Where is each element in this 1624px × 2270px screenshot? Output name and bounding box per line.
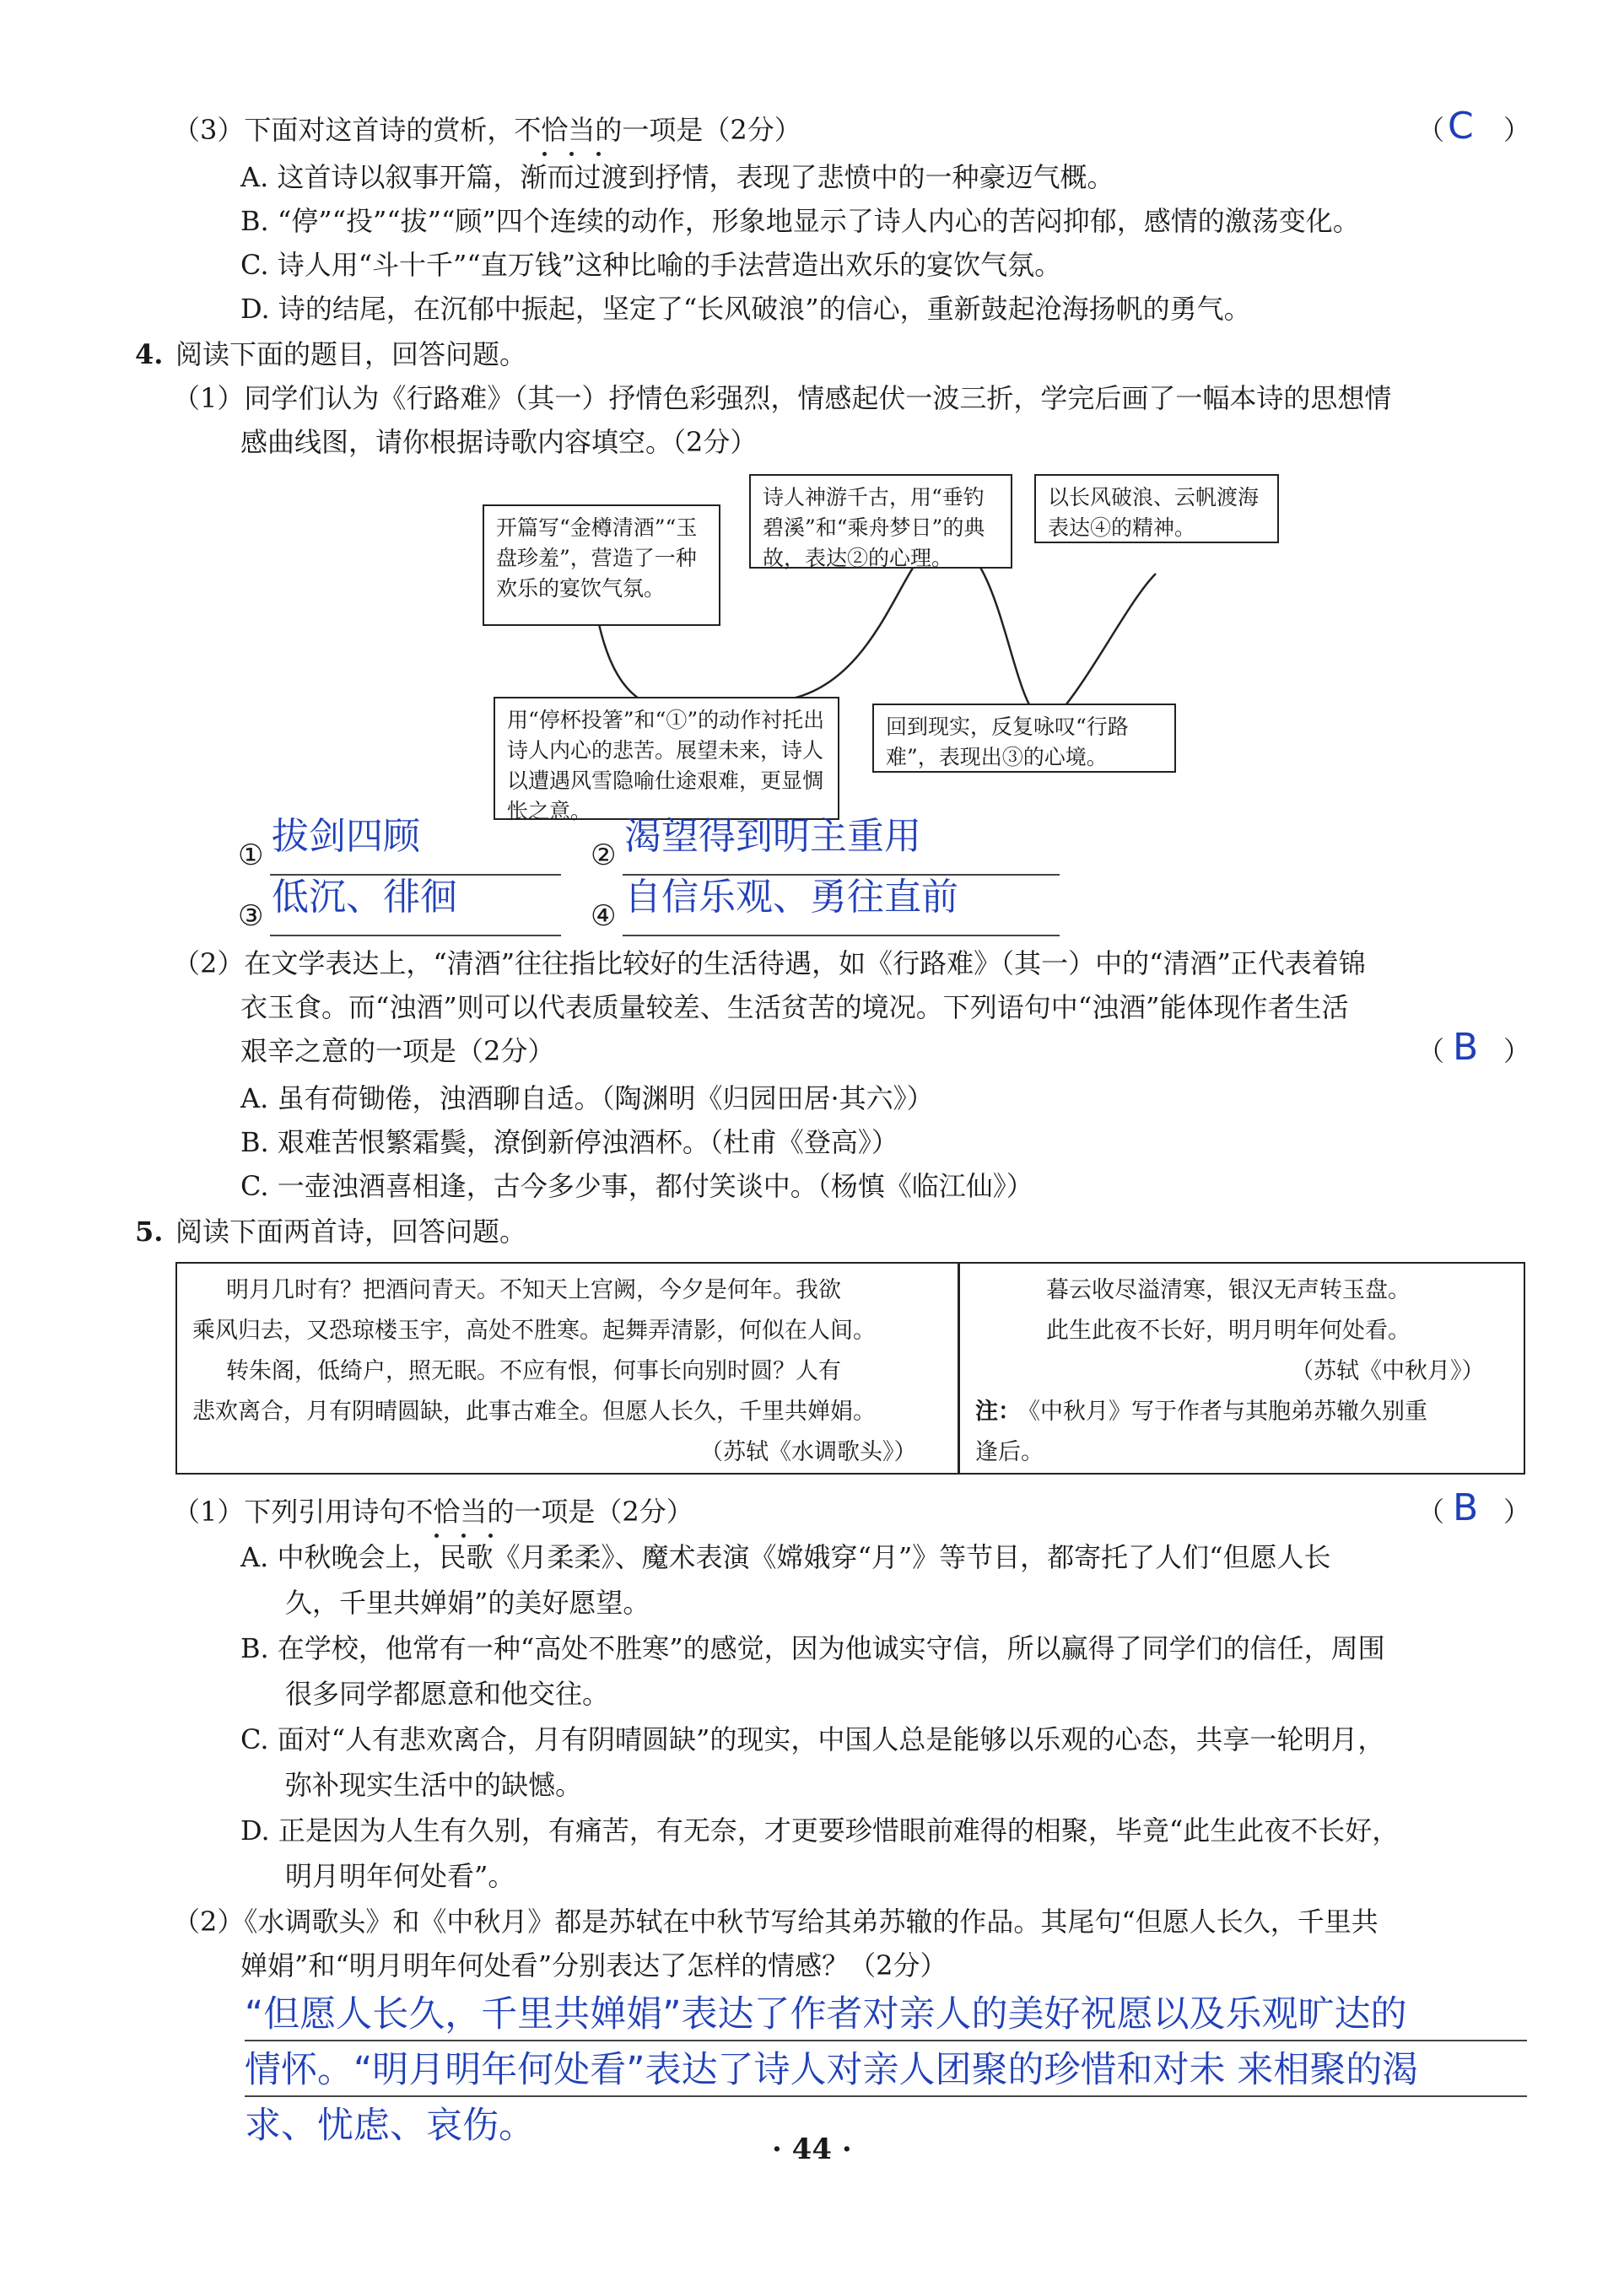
- blank-marker-1: ①: [238, 838, 264, 872]
- diagram-box-spirit: 以长风破浪、云帆渡海表达④的精神。: [1034, 474, 1279, 543]
- q5-part1-stem: （1）下列引用诗句不恰当的一项是（2分）: [173, 1496, 693, 1528]
- emphasis-dot: [542, 152, 547, 156]
- blank-marker-2: ②: [591, 838, 617, 872]
- q4-part2-line1: （2）在文学表达上，“清酒”往往指比较好的生活待遇，如《行路难》（其一）中的“清酒”正代表着锦: [173, 947, 1366, 979]
- blank-answer-4: 自信乐观、勇往直前: [624, 876, 958, 919]
- answer-bracket-left: （: [1417, 114, 1445, 146]
- q4-part2-option-c: C. 一壶浊酒喜相逢，古今多少事，都付笑谈中。（杨慎《临江仙》）: [240, 1170, 1033, 1202]
- q3-option-c: C. 诗人用“斗十千”“直万钱”这种比喻的手法营造出欢乐的宴饮气氛。: [240, 249, 1062, 281]
- poem-left-line3: 转朱阁，低绮户，照无眠。不应有恨，何事长向别时圆？人有: [226, 1358, 841, 1384]
- q4-part2-option-a: A. 虽有荷锄倦，浊酒聊自适。（陶渊明《归园田居·其六》）: [240, 1082, 934, 1114]
- poem-note-line2: 逢后。: [975, 1439, 1044, 1465]
- answer-bracket-right: ）: [1503, 114, 1531, 146]
- q5-part2-line1: （2）《水调歌头》和《中秋月》都是苏轼在中秋节写给其弟苏辙的作品。其尾句“但愿人长久，千里共: [173, 1906, 1379, 1938]
- q5-option-c-line2: 弥补现实生活中的缺憾。: [285, 1769, 583, 1801]
- q4-title: 阅读下面的题目，回答问题。: [175, 338, 527, 370]
- answer-bracket-left: （: [1417, 1496, 1445, 1528]
- q5-option-c-line1: C. 面对“人有悲欢离合，月有阴晴圆缺”的现实，中国人总是能够以乐观的心态，共享一轮明月，: [240, 1723, 1385, 1755]
- blank-underline-4: [623, 935, 1060, 936]
- poem-right-line1: 暮云收尽溢清寒，银汉无声转玉盘。: [1046, 1277, 1411, 1303]
- emphasis-dot: [461, 1534, 466, 1538]
- q3-option-b: B. “停”“投”“拔”“顾”四个连续的动作，形象地显示了诗人内心的苦闷抑郁，感情的激荡变化。: [240, 205, 1360, 237]
- q5-option-d-line2: 明月明年何处看”。: [285, 1860, 515, 1892]
- poem-note-label: 注：: [975, 1399, 1021, 1425]
- answer-bracket-left: （: [1417, 1035, 1445, 1067]
- q4-part2-line3: 艰辛之意的一项是（2分）: [240, 1035, 555, 1067]
- q5-part2-answer-line1: “但愿人长久，千里共婵娟”表达了作者对亲人的美好祝愿以及乐观旷达的: [245, 1993, 1407, 2035]
- poem-right-line2: 此生此夜不长好，明月明年何处看。: [1046, 1318, 1411, 1344]
- q5-part2-answer-line2: 情怀。“明月明年何处看”表达了诗人对亲人团聚的珍惜和对未 来相聚的渴: [245, 2049, 1419, 2091]
- q3-stem: （3）下面对这首诗的赏析，不恰当的一项是（2分）: [173, 114, 801, 146]
- poem-left-source: （苏轼《水调歌头》）: [700, 1439, 917, 1465]
- page-number: · 44 ·: [772, 2133, 852, 2166]
- q5-title: 阅读下面两首诗，回答问题。: [175, 1216, 527, 1248]
- diagram-box-allusion: 诗人神游千古，用“垂钓碧溪”和“乘舟梦日”的典故，表达②的心理。: [749, 474, 1012, 569]
- poem-table-divider: [958, 1262, 960, 1475]
- q5-part2-line2: 婵娟”和“明月明年何处看”分别表达了怎样的情感？（2分）: [240, 1949, 947, 1982]
- poem-left-line1: 明月几时有？把酒问青天。不知天上宫阙，今夕是何年。我欲: [226, 1277, 841, 1303]
- q5-option-a-line2: 久，千里共婵娟”的美好愿望。: [285, 1587, 650, 1619]
- answer-underline-1: [245, 2040, 1527, 2041]
- q5-option-b-line1: B. 在学校，他常有一种“高处不胜寒”的感觉，因为他诚实守信，所以赢得了同学们的信任，周围: [240, 1632, 1385, 1664]
- poem-left-line4: 悲欢离合，月有阴晴圆缺，此事古难全。但愿人长久，千里共婵娟。: [192, 1399, 876, 1425]
- blank-marker-4: ④: [591, 899, 617, 933]
- answer-underline-2: [245, 2095, 1527, 2097]
- q4-part1-line2: 感曲线图，请你根据诗歌内容填空。（2分）: [240, 426, 758, 458]
- q4-number: 4.: [135, 338, 164, 370]
- diagram-box-opening: 开篇写“金樽清酒”“玉盘珍羞”，营造了一种欢乐的宴饮气氛。: [483, 504, 720, 626]
- emphasis-dot: [434, 1534, 439, 1538]
- q4-part1-line1: （1）同学们认为《行路难》（其一）抒情色彩强烈，情感起伏一波三折，学完后画了一幅本诗的思想情: [173, 382, 1392, 414]
- emphasis-dot: [569, 152, 574, 156]
- answer-bracket-right: ）: [1503, 1496, 1531, 1528]
- blank-answer-2: 渴望得到明主重用: [624, 815, 921, 858]
- q5-option-d-line1: D. 正是因为人生有久别，有痛苦，有无奈，才更要珍惜眼前难得的相聚，毕竟“此生此夜不长好，: [240, 1814, 1400, 1847]
- emphasis-dot: [488, 1534, 493, 1538]
- poem-right-source: （苏轼《中秋月》）: [1291, 1358, 1485, 1384]
- blank-underline-3: [270, 935, 561, 936]
- q5-option-a-line1: A. 中秋晚会上，民歌《月柔柔》、魔术表演《嫦娥穿“月”》等节目，都寄托了人们“但愿人长: [240, 1541, 1331, 1573]
- q4-part2-answer: B: [1453, 1026, 1479, 1069]
- q5-option-b-line2: 很多同学都愿意和他交往。: [285, 1678, 610, 1710]
- q4-part2-line2: 衣玉食。而“浊酒”则可以代表质量较差、生活贫苦的境况。下列语句中“浊酒”能体现作者生活: [240, 991, 1349, 1023]
- q3-answer: C: [1448, 105, 1474, 148]
- diagram-box-action: 用“停杯投箸”和“①”的动作衬托出诗人内心的悲苦。展望未来，诗人以遭遇风雪隐喻仕途艰难，更显惆怅之意。: [494, 697, 839, 820]
- blank-answer-1: 拔剑四顾: [272, 815, 420, 858]
- q5-number: 5.: [135, 1216, 164, 1248]
- diagram-box-reality: 回到现实，反复咏叹“行路难”，表现出③的心境。: [872, 704, 1176, 773]
- q4-part2-option-b: B. 艰难苦恨繁霜鬓，潦倒新停浊酒杯。（杜甫《登高》）: [240, 1126, 898, 1158]
- answer-bracket-right: ）: [1503, 1035, 1531, 1067]
- q5-part1-answer: B: [1453, 1486, 1479, 1529]
- blank-answer-3: 低沉、徘徊: [272, 876, 457, 919]
- poem-left-line2: 乘风归去，又恐琼楼玉宇，高处不胜寒。起舞弄清影，何似在人间。: [192, 1318, 876, 1344]
- q5-part2-answer-line3: 求、忧虑、哀伤。: [245, 2105, 535, 2147]
- emphasis-dot: [596, 152, 601, 156]
- poem-note-line1: 《中秋月》写于作者与其胞弟苏辙久别重: [1017, 1399, 1427, 1425]
- q3-option-a: A. 这首诗以叙事开篇，渐而过渡到抒情，表现了悲愤中的一种豪迈气概。: [240, 161, 1114, 193]
- blank-marker-3: ③: [238, 899, 264, 933]
- q3-option-d: D. 诗的结尾，在沉郁中振起，坚定了“长风破浪”的信心，重新鼓起沧海扬帆的勇气。: [240, 293, 1251, 325]
